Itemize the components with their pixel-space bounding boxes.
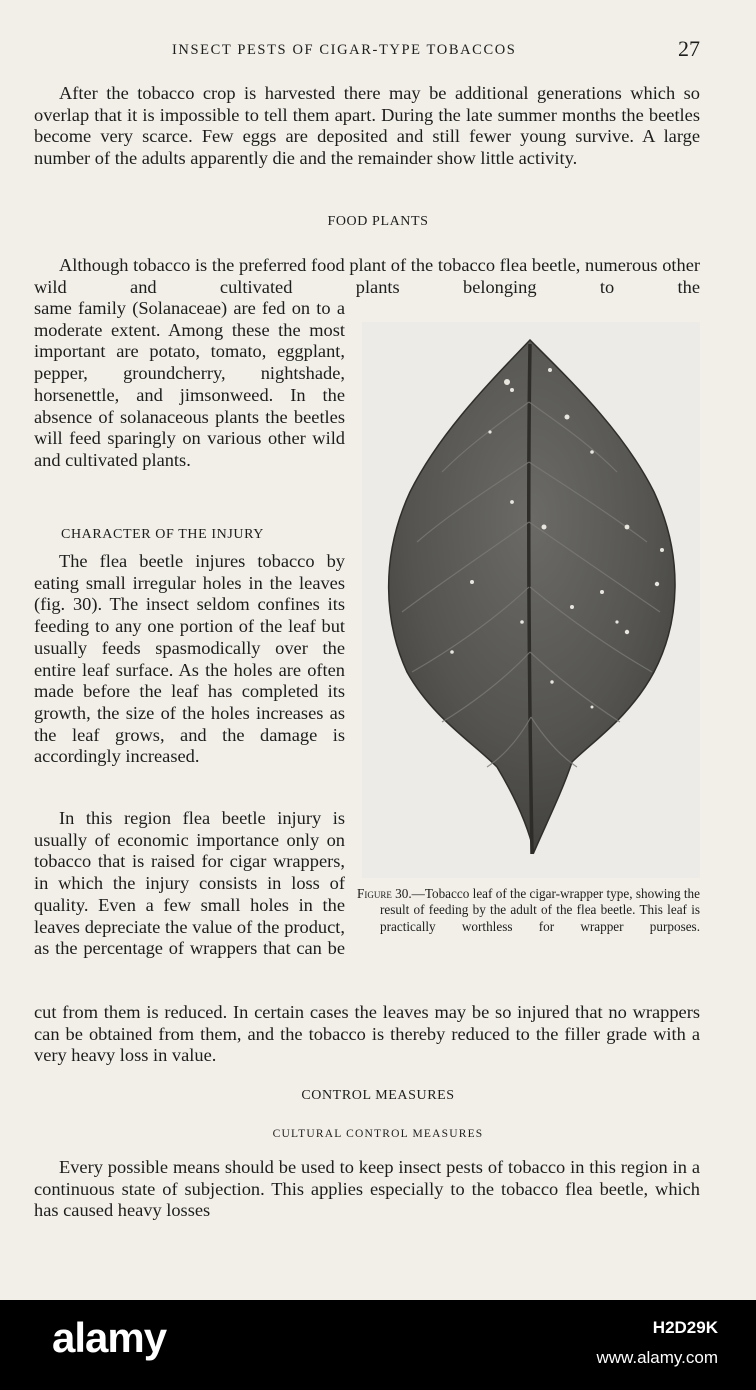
heading-character-of-injury: CHARACTER OF THE INJURY <box>61 527 264 542</box>
image-id: H2D29K <box>652 1318 718 1337</box>
page-number: 27 <box>678 36 700 61</box>
heading-control-measures: CONTROL MEASURES <box>301 1088 455 1103</box>
running-title: INSECT PESTS OF CIGAR-TYPE TOBACCOS <box>172 42 517 58</box>
figure-caption <box>357 886 700 935</box>
alamy-logo: alamy <box>52 1314 167 1361</box>
paragraph-injury-description: The flea beetle injures tobacco by eating small irregular holes in the leaves (fig. 30). The insect seldom confines its feeding to any one portion of the leaf but usually feeds spasmodically over the entire leaf surface. As the holes are often made before the leaf has completed its growth, the size of the holes increases as the leaf grows, and the damage is accordingly increased. <box>34 551 345 767</box>
figure-tobacco-leaf <box>362 322 700 878</box>
figure-caption-text: —Tobacco leaf of the cigar-wrapper type, showing the result of feeding by the adult of the flea beetle. This leaf is practically worthless for wrapper purposes. <box>380 886 700 934</box>
paragraph-food-plants-intro: Although tobacco is the preferred food plant of the tobacco flea beetle, numerous other wild and cultivated plants belonging to the <box>34 255 700 297</box>
paragraph-food-plants-list: same family (Solanaceae) are fed on to a moderate extent. Among these the most important are potato, tomato, eggplant, pepper, groundcherry, nightshade, horsenettle, and jimsonweed. In the absence of solanaceous plants the beetles will feed sparingly on various other wild and cultivated plants. <box>34 298 345 470</box>
tobacco-leaf-illustration <box>362 322 700 878</box>
heading-food-plants: FOOD PLANTS <box>327 214 429 229</box>
paragraph-economic-importance: In this region flea beetle injury is usually of economic importance only on tobacco that is raised for cigar wrappers, in which the injury consists in loss of quality. Even a few small holes in the leaves depreciate the value of the product, as the percentage of wrappers that can be <box>34 808 345 959</box>
watermark-bar <box>0 1300 756 1390</box>
paragraph-cultural-control: Every possible means should be used to keep insect pests of tobacco in this region in a continuous state of subjection. This applies especially to the tobacco flea beetle, which has caused heavy losses <box>34 1157 700 1221</box>
paragraph-generations: After the tobacco crop is harvested there may be additional generations which so overlap that it is impossible to tell them apart. During the late summer months the beetles become very scarce. Few eggs are deposited and still fewer young survive. A large number of the adults apparently die and the remainder show little activity. <box>34 83 700 169</box>
watermark-url: www.alamy.com <box>596 1348 718 1367</box>
running-head <box>0 38 756 62</box>
heading-cultural-control: CULTURAL CONTROL MEASURES <box>272 1128 484 1140</box>
figure-label: Figure 30. <box>357 886 412 901</box>
paragraph-economic-importance-cont: cut from them is reduced. In certain cases the leaves may be so injured that no wrappers can be obtained from them, and the tobacco is thereby reduced to the filler grade with a very heavy loss in value. <box>34 1002 700 1066</box>
